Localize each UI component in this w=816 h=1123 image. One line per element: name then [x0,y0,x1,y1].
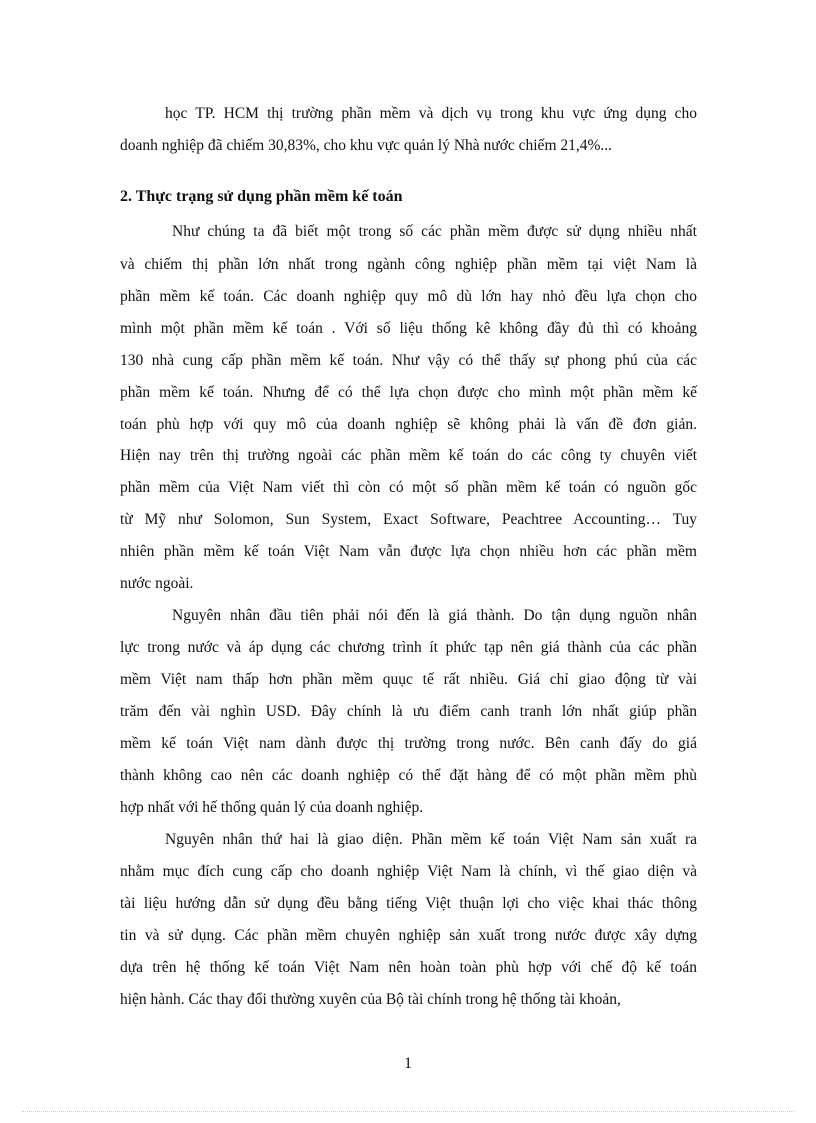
page-bottom-border [22,1111,794,1112]
paragraph-line: mình một phần mềm kế toán . Với số liệu thống kê không đầy đủ thì có khoảng [120,320,697,337]
paragraph-line: mềm Việt nam thấp hơn phần mềm quục tế rất nhiều. Giá chỉ giao động từ vài [120,671,697,688]
paragraph-line: lực trong nước và áp dụng các chương trình ít phức tạp nên giá thành của các phần [120,639,697,656]
paragraph-line: thành không cao nên các doanh nghiệp có thể đặt hàng để có một phần mềm phù [120,767,697,784]
paragraph-line: Nguyên nhân đầu tiên phải nói đến là giá thành. Do tận dụng nguồn nhân [172,607,697,624]
paragraph-line: toán phù hợp với quy mô của doanh nghiệp sẽ không phải là vấn đề đơn giản. [120,416,697,433]
paragraph-line: từ Mỹ như Solomon, Sun System, Exact Software, Peachtree Accounting… Tuy [120,511,697,528]
paragraph-line: nhiên phần mềm kế toán Việt Nam vẫn được lựa chọn nhiều hơn các phần mềm [120,543,697,560]
section-heading: 2. Thực trạng sử dụng phần mềm kế toán [120,188,403,205]
paragraph-line: Như chúng ta đã biết một trong số các phần mềm được sử dụng nhiều nhất [172,223,697,240]
paragraph-line: và chiếm thị phần lớn nhất trong ngành công nghiệp phần mềm tại việt Nam là [120,256,697,273]
intro-line: học TP. HCM thị trường phần mềm và dịch vụ trong khu vực ứng dụng cho [165,105,697,122]
paragraph-line: mềm kế toán Việt nam dành được thị trường trong nước. Bên canh đấy do giá [120,735,697,752]
paragraph-line: trăm đến vài nghìn USD. Đây chính là ưu điểm canh tranh lớn nhất giúp phần [120,703,697,720]
paragraph-line: phần mềm kế toán. Nhưng để có thể lựa chọn được cho mình một phần mềm kế [120,384,697,401]
paragraph-line: tài liệu hướng dẫn sử dụng đều bằng tiếng Việt thuận lợi cho việc khai thác thông [120,895,697,912]
paragraph-line: nhằm mục đích cung cấp cho doanh nghiệp Việt Nam là chính, vì thế giao diện và [120,863,697,880]
paragraph-line: phần mềm của Việt Nam viết thì còn có một số phần mềm kế toán có nguồn gốc [120,479,697,496]
paragraph-line: tin và sử dụng. Các phần mềm chuyên nghiệp sản xuất trong nước được xây dựng [120,927,697,944]
page-number: 1 [404,1055,412,1072]
paragraph-line: hiện hành. Các thay đổi thường xuyên của Bộ tài chính trong hệ thống tài khoản, [120,991,621,1008]
paragraph-line: hợp nhất với hế thống quản lý của doanh nghiệp. [120,799,424,816]
paragraph-line: dựa trên hệ thống kế toán Việt Nam nên hoàn toàn phù hợp với chế độ kế toán [120,959,697,976]
paragraph-line: nước ngoài. [120,575,194,592]
paragraph-line: Hiện nay trên thị trường ngoài các phần mềm kế toán do các công ty chuyên viết [120,447,697,464]
intro-line: doanh nghiệp đã chiếm 30,83%, cho khu vực quản lý Nhà nước chiếm 21,4%... [120,137,613,154]
paragraph-line: phần mềm kế toán. Các doanh nghiệp quy mô dù lớn hay nhỏ đều lựa chọn cho [120,288,697,305]
paragraph-line: 130 nhà cung cấp phần mềm kế toán. Như vậy có thể thấy sự phong phú của các [120,352,697,369]
paragraph-line: Nguyên nhân thứ hai là giao diện. Phần mềm kế toán Việt Nam sản xuất ra [165,831,697,848]
